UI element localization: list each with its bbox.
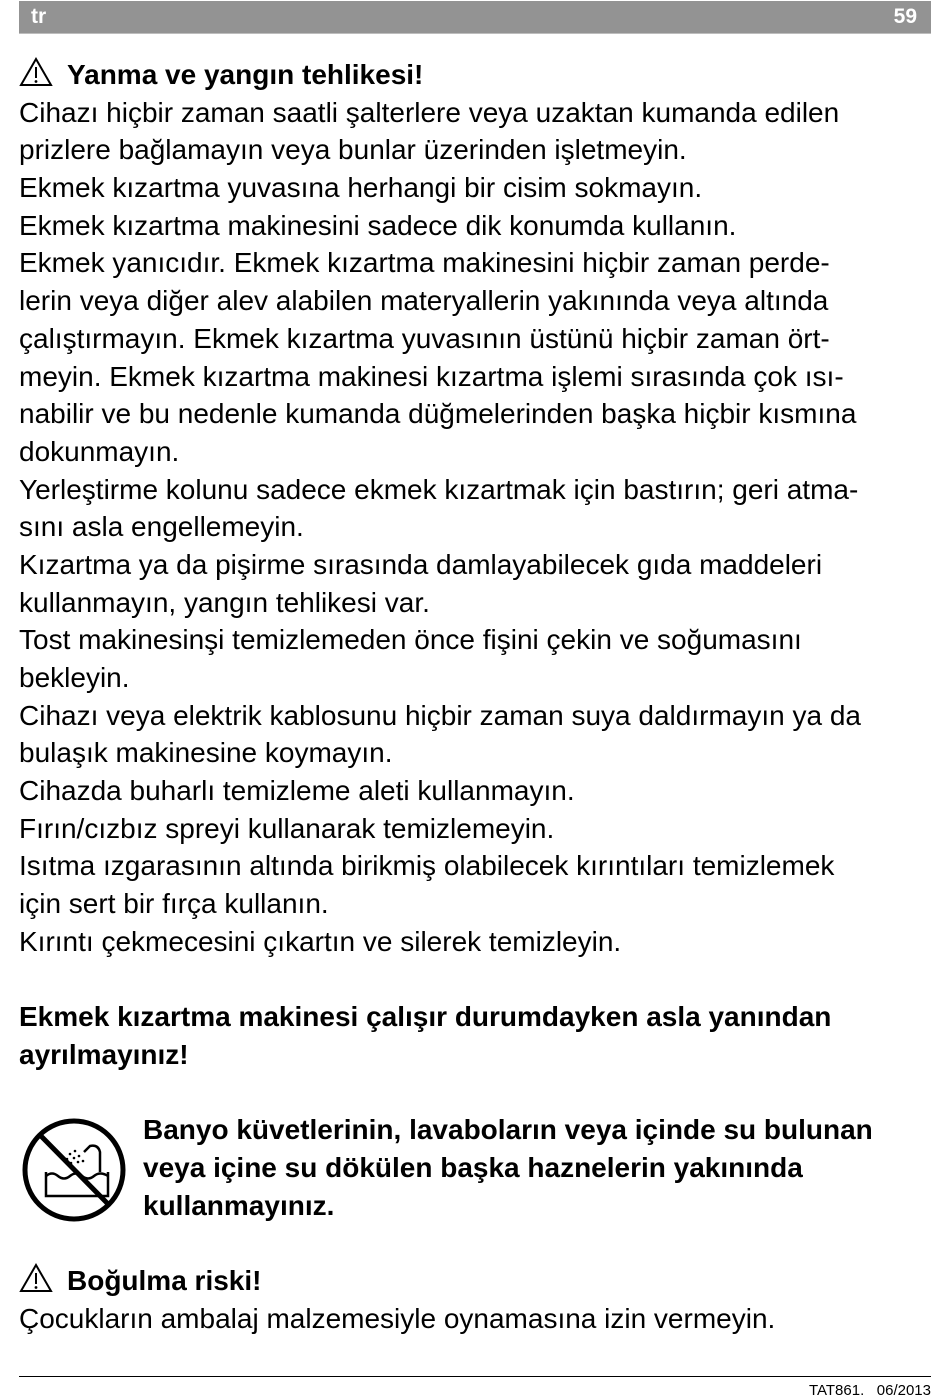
text-line: Isıtma ızgarasının altında birikmiş olabilecek kırıntıları temizlemek — [19, 850, 835, 882]
page-content — [19, 56, 939, 1337]
text-line: nabilir ve bu nedenle kumanda düğmelerinden başka hiçbir kısmına — [19, 398, 857, 430]
text-line: Çocukların ambalaj malzemesiyle oynamasına izin vermeyin. — [19, 1302, 776, 1334]
text-line: için sert bir fırça kullanın. — [19, 888, 329, 920]
no-bathtub-icon — [20, 1116, 128, 1224]
text-line: kullanmayınız. — [143, 1189, 335, 1221]
text-line: meyin. Ekmek kızartma makinesi kızartma işlemi sırasında çok ısı- — [19, 360, 844, 392]
burn-warning-text — [19, 94, 939, 961]
suffocation-warning-text — [19, 1300, 939, 1338]
text-line: Ekmek kızartma makinesi çalışır durumdayken asla yanından — [19, 1001, 832, 1033]
text-line: çalıştırmayın. Ekmek kızartma yuvasının üstünü hiçbir zaman ört- — [19, 322, 830, 354]
text-line: Ekmek yanıcıdır. Ekmek kızartma makinesini hiçbir zaman perde- — [19, 247, 830, 279]
language-code: tr — [31, 5, 47, 28]
page-header — [19, 1, 931, 34]
text-line: Fırın/cızbız spreyi kullanarak temizlemeyin. — [19, 812, 555, 844]
text-line: Ekmek kızartma yuvasına herhangi bir cisim sokmayın. — [19, 172, 703, 204]
footer: TAT861. 06/2013 — [808, 1382, 931, 1399]
text-line: ayrılmayınız! — [19, 1038, 189, 1070]
text-line: Tost makinesinşi temizlemeden önce fişini çekin ve soğumasını — [19, 624, 802, 656]
footer-divider — [19, 1376, 931, 1377]
warning-triangle-icon — [19, 1263, 53, 1293]
text-line: sını asla engellemeyin. — [19, 511, 304, 543]
text-line: Cihazı hiçbir zaman saatli şalterlere veya uzaktan kumanda edilen — [19, 96, 840, 128]
text-line: prizlere bağlamayın veya bunlar üzerinden işletmeyin. — [19, 134, 687, 166]
text-line: bekleyin. — [19, 662, 130, 693]
text-line: veya içine su dökülen başka haznelerin yakınında — [143, 1151, 803, 1183]
text-line: Cihazı veya elektrik kablosunu hiçbir zaman suya daldırmayın ya da — [19, 699, 861, 731]
text-line: Kırıntı çekmecesini çıkartın ve silerek temizleyin. — [19, 925, 622, 957]
text-line: Banyo küvetlerinin, lavaboların veya içinde su bulunan — [143, 1114, 873, 1146]
bath-warning-text — [19, 1111, 939, 1224]
text-line: kullanmayın, yangın tehlikesi var. — [19, 586, 430, 618]
section-title-burn: Yanma ve yangın tehlikesi! — [19, 56, 939, 94]
page-number: 59 — [893, 5, 917, 28]
warning-triangle-icon — [19, 57, 53, 87]
text-line: lerin veya diğer alev alabilen materyallerin yakınında veya altında — [19, 285, 829, 317]
section-title-suffocation: Boğulma riski! — [19, 1262, 939, 1300]
text-line: Ekmek kızartma makinesini sadece dik konumda kullanın. — [19, 209, 737, 241]
text-line: Yerleştirme kolunu sadece ekmek kızartmak için bastırın; geri atma- — [19, 473, 859, 505]
text-line: Kızartma ya da pişirme sırasında damlayabilecek gıda maddeleri — [19, 548, 823, 580]
bold-warning — [19, 998, 939, 1073]
text-line: bulaşık makinesine koymayın. — [19, 737, 393, 769]
text-line: dokunmayın. — [19, 435, 180, 467]
text-line: Cihazda buharlı temizleme aleti kullanmayın. — [19, 775, 575, 807]
